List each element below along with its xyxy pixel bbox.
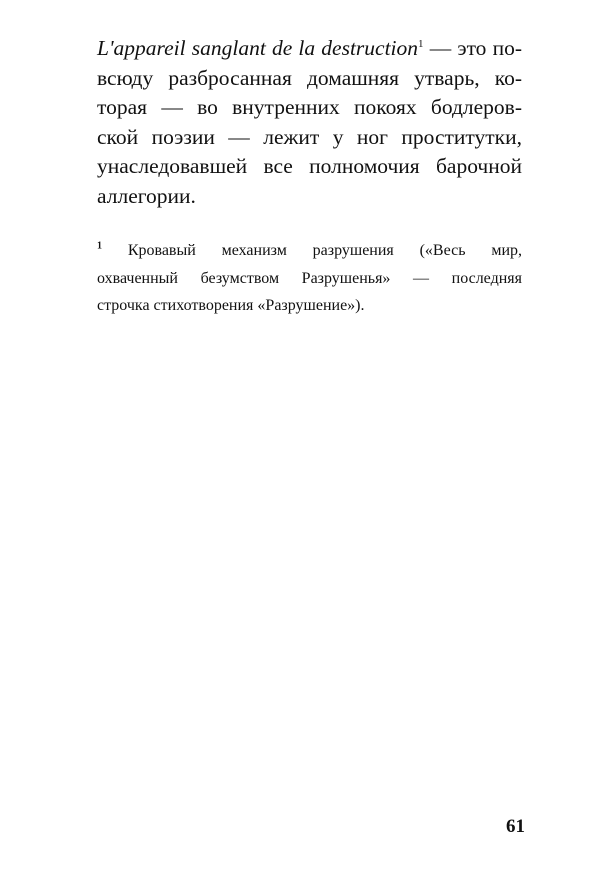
- footnote-line-1-text: Кровавый механизм разрушения («Весь мир,: [102, 242, 522, 259]
- paragraph-line-6: аллегории.: [97, 183, 196, 208]
- main-paragraph: [97, 34, 522, 212]
- paragraph-line-5: унаследовавшей все полномочия барочной: [97, 154, 522, 179]
- paragraph-line-3: торая — во внутренних покоях бодлеров-: [97, 95, 522, 120]
- footnote-reference[interactable]: 1: [418, 37, 424, 50]
- footnote: [97, 237, 522, 320]
- paragraph-line-1: [97, 34, 522, 64]
- page-number: 61: [506, 816, 525, 837]
- footnote-line-3: строчка стихотворения «Разрушение»).: [97, 297, 365, 314]
- footnote-line-2: охваченный безумством Разрушенья» — последняя: [97, 269, 522, 287]
- line-1-text: — это по-: [423, 36, 523, 60]
- footnote-line-1: [97, 237, 522, 265]
- paragraph-line-4: ской поэзии — лежит у ног проститутки,: [97, 124, 522, 149]
- footnote-marker: 1: [97, 240, 102, 252]
- paragraph-line-2: всюду разбросанная домашняя утварь, ко-: [97, 65, 522, 90]
- french-quote: L'appareil sanglant de la destruction: [97, 36, 419, 60]
